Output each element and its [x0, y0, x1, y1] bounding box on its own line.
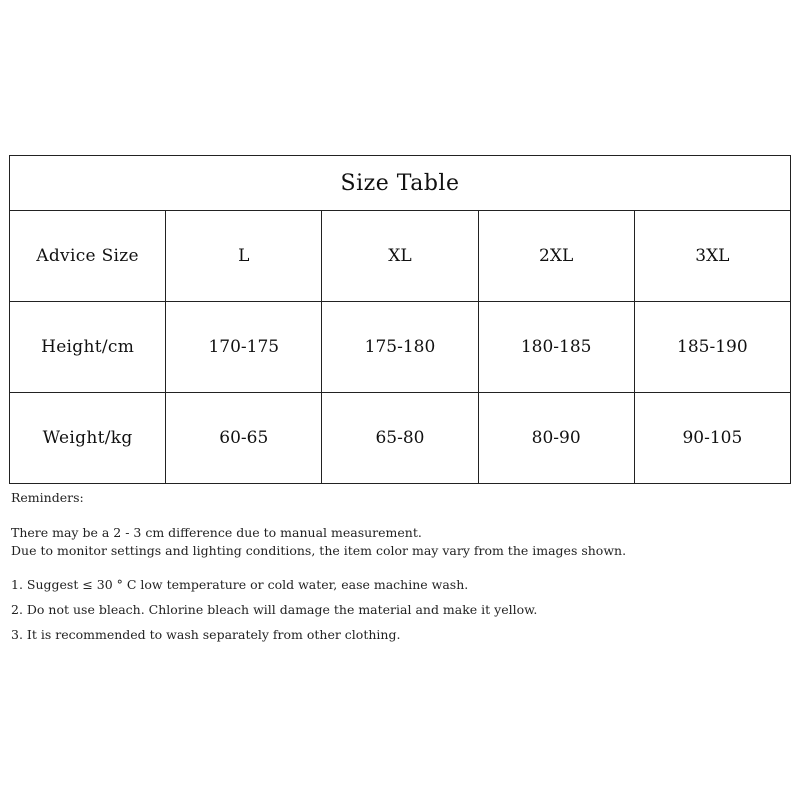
table-cell: 185-190	[634, 302, 790, 393]
table-row-advice-size	[10, 211, 791, 302]
row-label: Height/cm	[10, 302, 166, 393]
care-instruction-item: 3. It is recommended to wash separately from other clothing.	[11, 627, 401, 642]
table-cell: 2XL	[478, 211, 634, 302]
note-line: Due to monitor settings and lighting conditions, the item color may vary from the images shown.	[11, 543, 627, 558]
table-cell: XL	[322, 211, 478, 302]
row-label: Weight/kg	[10, 393, 166, 484]
table-cell: 90-105	[634, 393, 790, 484]
reminders-section	[11, 489, 791, 651]
table-cell: 3XL	[634, 211, 790, 302]
title-row	[10, 156, 791, 211]
table-cell: 60-65	[166, 393, 322, 484]
note-line: There may be a 2 - 3 cm difference due to manual measurement.	[11, 525, 422, 540]
care-instruction-item: 1. Suggest ≤ 30 ° C low temperature or cold water, ease machine wash.	[11, 577, 469, 592]
table-row-weight	[10, 393, 791, 484]
table-title: Size Table	[10, 156, 791, 211]
reminders-title: Reminders:	[11, 490, 84, 505]
table-cell: 80-90	[478, 393, 634, 484]
table-cell: 180-185	[478, 302, 634, 393]
row-label: Advice Size	[10, 211, 166, 302]
table-cell: L	[166, 211, 322, 302]
table-row-height	[10, 302, 791, 393]
table-cell: 175-180	[322, 302, 478, 393]
care-instruction-item: 2. Do not use bleach. Chlorine bleach will damage the material and make it yellow.	[11, 602, 538, 617]
table-cell: 65-80	[322, 393, 478, 484]
table-cell: 170-175	[166, 302, 322, 393]
size-table	[9, 155, 791, 484]
